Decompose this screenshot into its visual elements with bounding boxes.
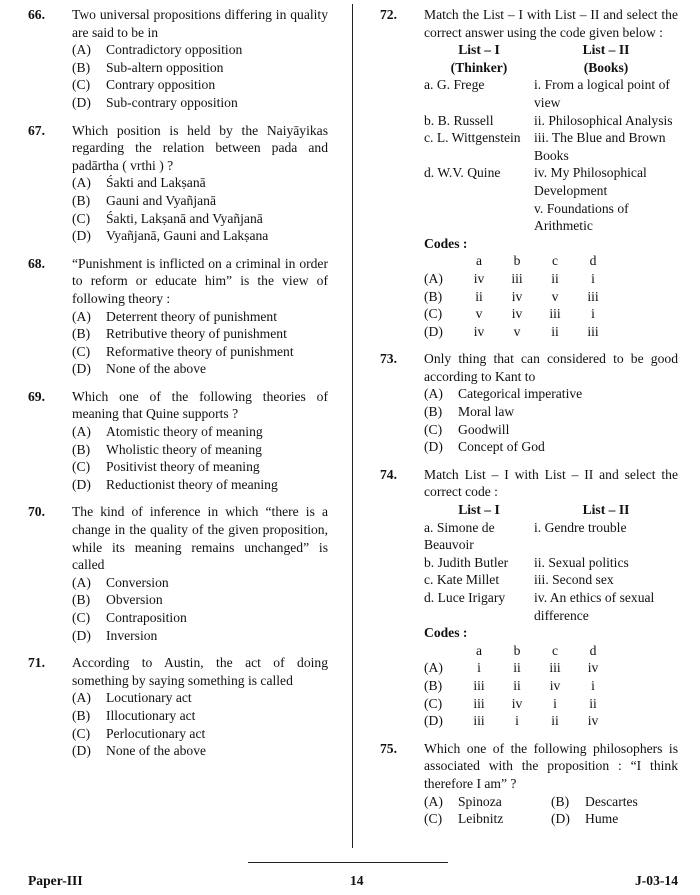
option-d xyxy=(72,360,328,378)
option-label: (D) xyxy=(72,627,91,643)
options-list xyxy=(72,41,328,111)
match-row xyxy=(424,200,678,235)
option-text: Śakti, Lakṣanā and Vyañjanā xyxy=(106,210,263,226)
question-number: 71. xyxy=(28,655,45,671)
codes-row xyxy=(424,288,612,306)
option-text: Concept of God xyxy=(458,439,545,455)
option-d: (D) Hume xyxy=(551,811,619,827)
match-row xyxy=(424,519,678,554)
option-label: (C) xyxy=(72,210,91,226)
question-text: According to Austin, the act of doing something by saying something is called xyxy=(72,655,328,688)
option-c xyxy=(72,609,328,627)
question-number: 75. xyxy=(380,740,397,756)
question-header xyxy=(28,122,328,175)
codes-option-label: (B) xyxy=(424,288,443,304)
option-text: Sub-contrary opposition xyxy=(106,94,238,110)
option-text: Obversion xyxy=(106,592,163,608)
codes-cell: ii xyxy=(551,270,559,286)
option-d xyxy=(72,627,328,645)
codes-col-header: b xyxy=(513,253,521,269)
question-number: 67. xyxy=(28,122,45,138)
question-number: 72. xyxy=(380,7,397,22)
option-label: (B) xyxy=(72,326,91,342)
codes-cell: i xyxy=(591,306,595,322)
codes-col-header: a xyxy=(475,253,483,269)
match-row xyxy=(424,76,678,111)
option-label: (A) xyxy=(72,175,91,191)
option-label: (D) xyxy=(72,94,91,110)
question-header xyxy=(28,255,328,308)
list1-item: c. L. Wittgenstein xyxy=(424,130,521,146)
match-row xyxy=(424,589,678,624)
codes-cell: iii xyxy=(473,713,485,729)
question-text: Only thing that can considered to be good according to Kant to xyxy=(424,351,678,384)
match-row xyxy=(424,164,678,199)
list2-item: i. From a logical point of view xyxy=(534,77,670,110)
list2-item: iv. My Philosophical Development xyxy=(534,165,647,198)
option-text: Contradictory opposition xyxy=(106,42,243,58)
option-label: (A) xyxy=(72,308,91,324)
codes-header-row xyxy=(424,642,612,660)
match-row xyxy=(424,129,678,164)
option-d xyxy=(72,742,328,760)
list1-item: d. Luce Irigary xyxy=(424,590,506,605)
list2-header: List – II xyxy=(582,502,630,518)
codes-cell: i xyxy=(477,660,481,676)
option-label: (D) xyxy=(72,743,91,759)
codes-corner xyxy=(424,252,460,270)
list2-item: ii. Philosophical Analysis xyxy=(534,112,673,128)
question-72 xyxy=(380,6,678,340)
match-row xyxy=(424,571,678,589)
codes-option-label: (C) xyxy=(424,695,443,711)
option-label: (A) xyxy=(72,42,91,58)
option-label: (A) xyxy=(72,424,91,440)
option-text: Sub-altern opposition xyxy=(106,59,224,75)
codes-cell: iii xyxy=(587,288,599,304)
codes-table xyxy=(424,252,612,340)
option-label: (C) xyxy=(72,725,91,741)
option-text: Śakti and Lakṣanā xyxy=(106,175,206,191)
question-text: “Punishment is inflicted on a criminal in order to reform or educate him” is the view of following theory : xyxy=(72,255,328,306)
option-b: (B) Descartes xyxy=(551,793,638,809)
question-text: Which one of the following philosophers is associated with the proposition : “I think therefore I am” ? xyxy=(424,740,678,791)
codes-cell: i xyxy=(515,713,519,729)
list1-item: a. G. Frege xyxy=(424,77,485,93)
option-label: (B) xyxy=(72,707,91,723)
list1-item: d. W.V. Quine xyxy=(424,165,501,181)
list2-item: iv. An ethics of sexual difference xyxy=(534,590,655,623)
question-68 xyxy=(28,255,328,378)
codes-cell: ii xyxy=(589,695,597,711)
list1-item: b. Judith Butler xyxy=(424,554,509,570)
codes-row xyxy=(424,270,612,288)
question-73 xyxy=(380,350,678,456)
option-label: (D) xyxy=(72,228,91,244)
question-75 xyxy=(380,740,678,828)
option-a xyxy=(72,423,328,441)
option-d xyxy=(72,227,328,245)
paper-label: Paper-III xyxy=(28,873,83,888)
option-text: Perlocutionary act xyxy=(106,725,206,741)
match-header xyxy=(424,501,678,519)
list1-item: b. B. Russell xyxy=(424,112,494,128)
option-label: (C) xyxy=(72,459,91,475)
option-b xyxy=(72,325,328,343)
option-label: (C) xyxy=(72,343,91,359)
option-label: (A) xyxy=(424,386,443,402)
option-label: (C) xyxy=(72,77,91,93)
codes-cell: iv xyxy=(587,713,599,729)
option-a xyxy=(72,308,328,326)
option-label: (A) xyxy=(72,690,91,706)
codes-row xyxy=(424,677,612,695)
codes-cell: ii xyxy=(513,677,521,693)
option-label: (B) xyxy=(72,592,91,608)
codes-row xyxy=(424,323,612,341)
option-text: Gauni and Vyañjanā xyxy=(106,192,216,208)
option-label: (B) xyxy=(424,404,443,420)
paper-code: J-03-14 xyxy=(634,873,678,888)
list1-item xyxy=(424,200,534,235)
codes-option-label: (D) xyxy=(424,323,443,339)
codes-cell: i xyxy=(553,695,557,711)
option-text: Locutionary act xyxy=(106,690,192,706)
codes-corner xyxy=(424,642,460,660)
option-b xyxy=(72,59,328,77)
option-label: (B) xyxy=(72,441,91,457)
option-label: (D) xyxy=(72,476,91,492)
option-d xyxy=(424,438,678,456)
codes-cell: v xyxy=(551,288,559,304)
question-text: Which one of the following theories of meaning that Quine supports ? xyxy=(72,388,328,422)
options-list xyxy=(72,689,328,759)
codes-header-row xyxy=(424,252,612,270)
match-row xyxy=(424,112,678,130)
option-label: (B) xyxy=(72,59,91,75)
option-text: Contraposition xyxy=(106,610,187,625)
codes-row xyxy=(424,305,612,323)
option-b xyxy=(72,707,328,725)
option-text: Reductionist theory of meaning xyxy=(106,476,278,492)
question-number: 69. xyxy=(28,388,45,404)
option-text: Deterrent theory of punishment xyxy=(106,308,278,324)
footer-rule xyxy=(248,862,448,863)
codes-row xyxy=(424,712,612,730)
option-d xyxy=(72,94,328,112)
option-text: Illocutionary act xyxy=(106,707,196,723)
page-number: 14 xyxy=(350,873,364,888)
question-number: 66. xyxy=(28,7,45,22)
codes-cell: i xyxy=(591,677,595,693)
option-text: Wholistic theory of meaning xyxy=(106,441,262,457)
option-text: Moral law xyxy=(458,404,515,420)
option-c xyxy=(72,725,328,743)
codes-col-header: a xyxy=(475,642,483,658)
codes-cell: ii xyxy=(551,323,559,339)
codes-cell: ii xyxy=(551,713,559,729)
option-label: (D) xyxy=(72,361,91,377)
codes-cell: iv xyxy=(473,270,485,286)
codes-label: Codes : xyxy=(424,235,468,251)
option-text: Conversion xyxy=(106,574,169,590)
codes-cell: ii xyxy=(513,660,521,676)
option-text: Categorical imperative xyxy=(458,386,583,402)
options-list xyxy=(72,308,328,378)
codes-col-header: c xyxy=(551,642,559,658)
codes-col-header: d xyxy=(589,253,597,269)
question-header xyxy=(380,350,678,385)
option-label: (C) xyxy=(424,421,443,437)
codes-col-header: c xyxy=(551,253,559,269)
option-c xyxy=(72,458,328,476)
option-text: Inversion xyxy=(106,627,158,643)
codes-cell: iii xyxy=(549,306,561,322)
option-d xyxy=(72,476,328,494)
option-label: (A) xyxy=(72,574,91,590)
option-c xyxy=(72,343,328,361)
codes-row xyxy=(424,659,612,677)
page-footer xyxy=(28,872,678,890)
option-text: Contrary opposition xyxy=(106,77,216,93)
codes-option-label: (D) xyxy=(424,713,443,729)
match-row xyxy=(424,554,678,572)
option-text: Retributive theory of punishment xyxy=(106,326,287,342)
codes-cell: v xyxy=(475,306,483,322)
question-67 xyxy=(28,122,328,245)
list2-item: ii. Sexual politics xyxy=(534,554,629,570)
codes-cell: iii xyxy=(549,660,561,676)
option-text: None of the above xyxy=(106,743,207,759)
option-row xyxy=(424,810,678,828)
option-b xyxy=(72,192,328,210)
option-label: (D) xyxy=(424,439,443,455)
option-b xyxy=(72,591,328,609)
option-text: Reformative theory of punishment xyxy=(106,343,294,359)
codes-cell: iii xyxy=(587,323,599,339)
codes-cell: iv xyxy=(511,288,523,304)
question-number: 70. xyxy=(28,504,45,520)
question-70 xyxy=(28,503,328,644)
list2-header: List – II (Books) xyxy=(582,42,630,75)
right-column xyxy=(380,6,678,838)
codes-cell: iv xyxy=(511,306,523,322)
codes-table xyxy=(424,642,612,730)
left-column xyxy=(28,6,328,770)
column-divider xyxy=(352,4,353,848)
option-text: Goodwill xyxy=(458,421,510,437)
codes-cell: ii xyxy=(475,288,483,304)
codes-option-label: (A) xyxy=(424,660,443,676)
list2-item: v. Foundations of Arithmetic xyxy=(534,200,629,234)
question-text: Which position is held by the Naiyāyikas regarding the relation between pada and padārtha ( vrthi ) ? xyxy=(72,122,328,173)
codes-cell: iii xyxy=(473,695,485,711)
question-74 xyxy=(380,466,678,730)
option-text: Vyañjanā, Gauni and Lakṣana xyxy=(106,228,269,244)
list1-item: a. Simone de Beauvoir xyxy=(424,519,495,553)
option-a xyxy=(72,689,328,707)
option-label: (C) xyxy=(72,610,91,625)
option-a xyxy=(72,574,328,592)
codes-label: Codes : xyxy=(424,625,468,641)
question-header xyxy=(28,654,328,689)
options-list xyxy=(72,423,328,493)
question-number: 74. xyxy=(380,466,397,482)
codes-option-label: (C) xyxy=(424,306,443,322)
question-header xyxy=(28,503,328,573)
option-label: (B) xyxy=(72,192,91,208)
option-text: None of the above xyxy=(106,361,207,377)
codes-option-label: (B) xyxy=(424,677,443,693)
question-header xyxy=(28,388,328,423)
question-69 xyxy=(28,388,328,494)
match-header xyxy=(424,41,678,76)
question-text: The kind of inference in which “there is a change in the quality of the given proposition, while its meaning remains unchanged” is called xyxy=(72,504,328,573)
codes-cell: i xyxy=(591,270,595,286)
option-a xyxy=(424,385,678,403)
option-row xyxy=(424,793,678,811)
option-a xyxy=(72,174,328,192)
option-c: (C) Leibnitz xyxy=(424,811,504,827)
question-number: 68. xyxy=(28,255,45,271)
question-text: Match the List – I with List – II and select the correct answer using the code given below : xyxy=(424,7,678,40)
option-text: Positivist theory of meaning xyxy=(106,459,260,475)
codes-cell: iv xyxy=(549,677,561,693)
list1-header: List – I xyxy=(458,502,500,518)
codes-col-header: d xyxy=(589,642,597,658)
option-a xyxy=(72,41,328,59)
codes-row xyxy=(424,695,612,713)
list1-item: c. Kate Millet xyxy=(424,572,500,588)
option-text: Atomistic theory of meaning xyxy=(106,424,263,440)
codes-cell: v xyxy=(513,323,521,339)
option-b xyxy=(72,441,328,459)
options-list xyxy=(424,385,678,455)
question-number: 73. xyxy=(380,351,397,367)
codes-cell: iv xyxy=(473,323,485,339)
options-list xyxy=(72,174,328,244)
question-66 xyxy=(28,6,328,112)
question-71 xyxy=(28,654,328,760)
option-c xyxy=(72,210,328,228)
question-text: Two universal propositions differing in quality are said to be in xyxy=(72,7,328,40)
list2-item: iii. The Blue and Brown Books xyxy=(534,130,666,163)
question-text: Match List – I with List – II and select the correct code : xyxy=(424,466,678,500)
option-c xyxy=(72,76,328,94)
codes-cell: iv xyxy=(587,660,599,676)
option-c xyxy=(424,421,678,439)
codes-cell: iii xyxy=(511,270,523,286)
codes-col-header: b xyxy=(513,642,521,658)
option-b xyxy=(424,403,678,421)
question-header xyxy=(28,6,328,41)
options-list xyxy=(72,574,328,644)
codes-cell: iv xyxy=(511,695,523,711)
list2-item: iii. Second sex xyxy=(534,572,614,588)
codes-cell: iii xyxy=(473,677,485,693)
list1-header: List – I (Thinker) xyxy=(450,42,508,75)
option-a: (A) Spinoza xyxy=(424,793,502,809)
codes-option-label: (A) xyxy=(424,270,443,286)
list2-item: i. Gendre trouble xyxy=(534,519,627,535)
